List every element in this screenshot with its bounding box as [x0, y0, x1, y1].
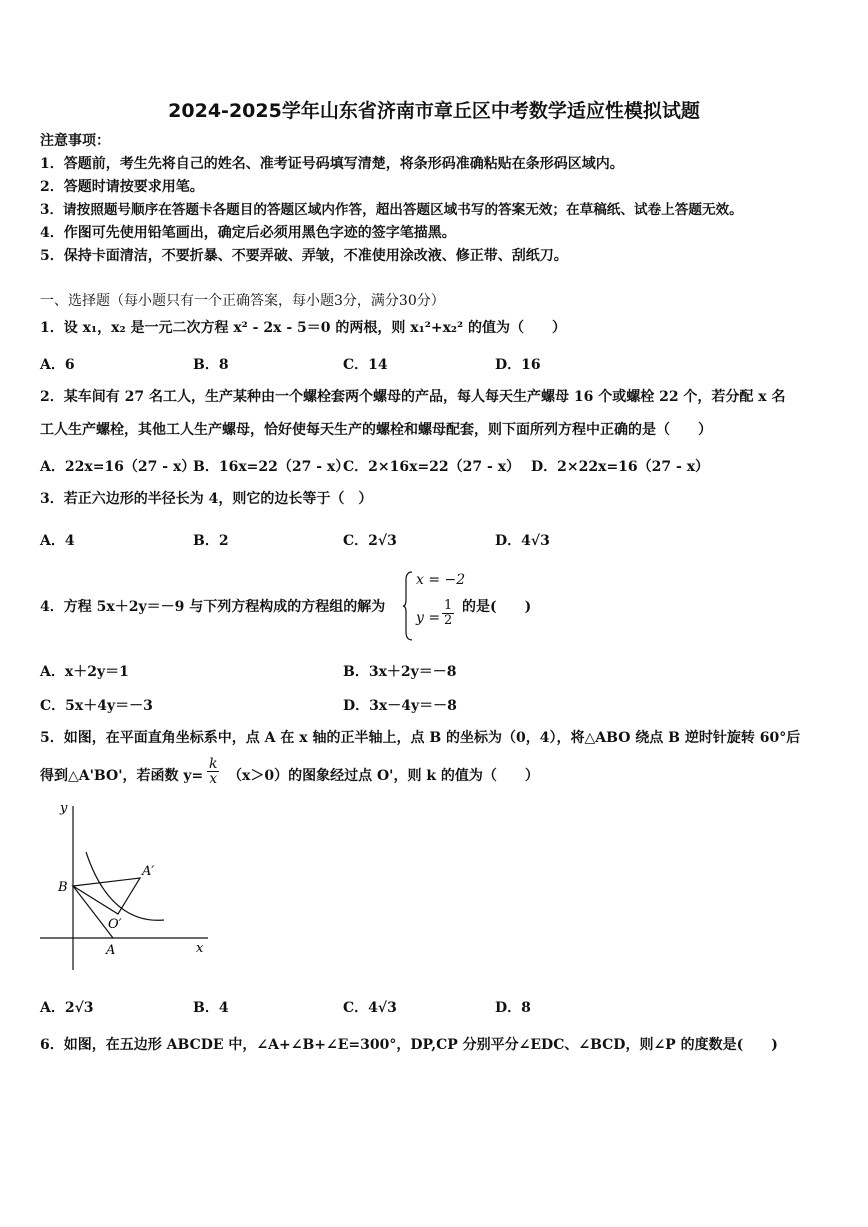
q2-option-a: A．22x=16（27 - x）: [40, 459, 196, 475]
fraction-denominator: 2: [444, 613, 453, 628]
q4-option-b: B．3x＋2y＝－8: [343, 664, 457, 680]
section-heading: 一、选择题（每小题只有一个正确答案，每小题3分，满分30分）: [40, 293, 445, 309]
label-b: B: [58, 880, 68, 895]
q1-option-a: A．6: [40, 357, 75, 373]
system-line-2-label: y =: [416, 610, 441, 626]
q1-option-d: D．16: [495, 357, 541, 373]
q5-fraction-denominator: x: [209, 771, 218, 787]
label-y: y: [60, 801, 68, 816]
notice-item-4: 4．作图可先使用铅笔画出，确定后必须用黑色字迹的签字笔描黑。: [40, 225, 456, 241]
q4-option-c: C．5x＋4y＝－3: [40, 698, 153, 714]
q1-option-c: C．14: [343, 357, 388, 373]
q2-option-d: D．2×22x=16（27 - x）: [531, 459, 710, 475]
q5-option-c: C．4√3: [343, 1000, 397, 1016]
question-2-line1: 2．某车间有 27 名工人，生产某种由一个螺栓套两个螺母的产品，每人每天生产螺母 16 个或螺栓 22 个，若分配 x 名: [40, 389, 786, 405]
label-o-prime: O′: [108, 917, 122, 932]
coordinate-figure: [38, 798, 218, 978]
hyperbola-curve: [86, 852, 164, 920]
question-3-text: 3．若正六边形的半径长为 4，则它的边长等于（ ）: [40, 491, 373, 507]
question-5-line2-start: 得到△A'BO'，若函数 y=: [40, 768, 204, 784]
q3-option-b: B．2: [193, 533, 229, 549]
label-x: x: [196, 941, 204, 956]
q5-option-d: D．8: [495, 1000, 531, 1016]
q3-option-a: A．4: [40, 533, 75, 549]
system-fraction: [442, 599, 454, 628]
notice-item-1: 1．答题前，考生先将自己的姓名、准考证号码填写清楚，将条形码准确粘贴在条形码区域内。: [40, 156, 624, 172]
q5-option-a: A．2√3: [40, 1000, 94, 1016]
label-a: A: [106, 943, 116, 958]
q5-option-b: B．4: [193, 1000, 229, 1016]
label-a-prime: A′: [142, 864, 155, 879]
system-line-1: x = −2: [416, 572, 466, 588]
question-4-text: 4．方程 5x＋2y＝－9 与下列方程构成的方程组的解为: [40, 599, 386, 615]
notice-heading: 注意事项：: [40, 133, 110, 149]
page-title: 2024-2025学年山东省济南市章丘区中考数学适应性模拟试题: [168, 100, 700, 122]
equation-system: [402, 570, 466, 642]
q3-option-d: D．4√3: [495, 533, 550, 549]
q5-fraction-numerator: k: [209, 756, 218, 772]
fraction-numerator: 1: [444, 598, 453, 613]
q1-option-b: B．8: [193, 357, 229, 373]
question-5-line2-end: （x＞0）的图象经过点 O'，则 k 的值为（ ）: [228, 768, 539, 784]
q2-option-b: B．16x=22（27 - x）: [193, 459, 350, 475]
question-4-suffix: 的是( ): [462, 599, 532, 615]
question-1-text: 1．设 x₁，x₂ 是一元二次方程 x² - 2x - 5＝0 的两根，则 x₁²+x₂² 的值为（ ）: [40, 320, 567, 336]
notice-item-3: 3．请按照题号顺序在答题卡各题目的答题区域内作答，超出答题区域书写的答案无效；在草稿纸、试卷上答题无效。: [40, 202, 743, 218]
notice-item-5: 5．保持卡面清洁，不要折暴、不要弄破、弄皱，不准使用涂改液、修正带、刮纸刀。: [40, 248, 568, 264]
q5-fraction: [207, 757, 219, 786]
q2-option-c: C．2×16x=22（27 - x）: [343, 459, 521, 475]
q4-option-d: D．3x－4y＝－8: [343, 698, 457, 714]
question-6-text: 6．如图，在五边形 ABCDE 中，∠A+∠B+∠E=300°，DP,CP 分别平分∠EDC、∠BCD，则∠P 的度数是( ): [40, 1037, 778, 1053]
q3-option-c: C．2√3: [343, 533, 397, 549]
triangle-a-prime-b-o-prime: [73, 878, 140, 914]
q4-option-a: A．x＋2y＝1: [40, 664, 129, 680]
brace-icon: [402, 570, 414, 642]
question-5-line1: 5．如图，在平面直角坐标系中，点 A 在 x 轴的正半轴上，点 B 的坐标为（0，4），将△ABO 绕点 B 逆时针旋转 60°后: [40, 730, 801, 746]
notice-item-2: 2．答题时请按要求用笔。: [40, 179, 204, 195]
question-2-line2: 工人生产螺栓，其他工人生产螺母，恰好使每天生产的螺栓和螺母配套，则下面所列方程中正确的是（ ）: [40, 422, 712, 438]
